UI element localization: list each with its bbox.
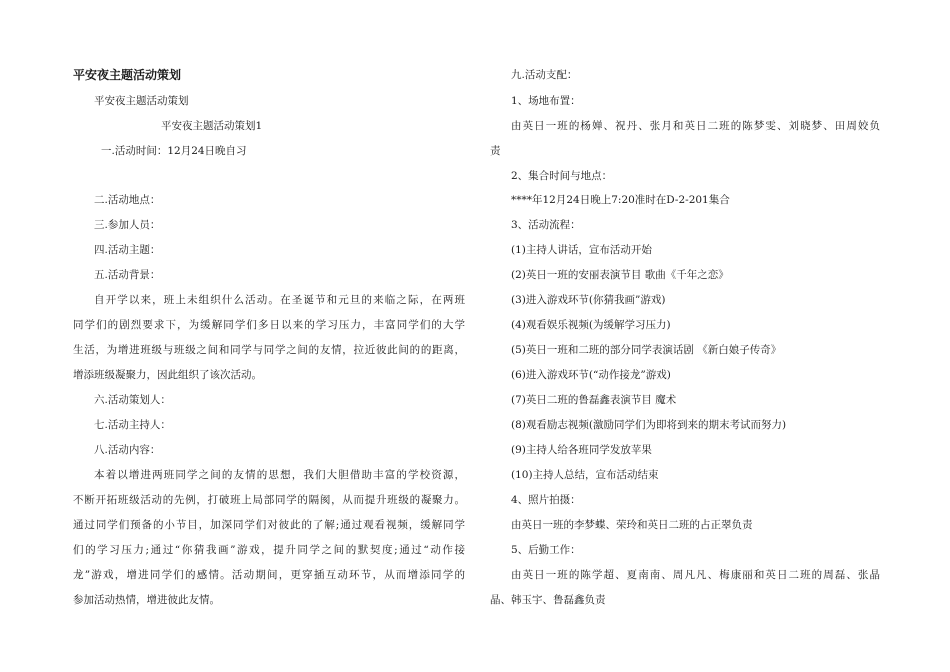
flow-item: (8)观看励志视频(激励同学们为即将到来的期末考试而努力) [511,419,787,431]
paragraph-line: 本着以增进两班同学之间的友情的思想，我们大胆借助丰富的学校资源， [94,469,465,481]
paragraph-line: 生活，为增进班级与班级之间和同学与同学之间的友情，拉近彼此间的的距离， [73,344,465,356]
flow-item: (1)主持人讲话，宣布活动开始 [511,244,652,256]
flow-item: (3)进入游戏环节(你猜我画”游戏) [511,294,666,306]
section-arrangement: 九.活动支配： [511,69,578,81]
gather-text: ****年12月24日晚上7:20准时在D-2-201集合 [511,194,730,206]
paragraph-line: 责 [490,145,501,157]
flow-item: (4)观看娱乐视频(为缓解学习压力) [511,319,671,331]
flow-item: (9)主持人给各班同学发放苹果 [511,444,652,456]
section-host: 七.活动主持人： [94,419,171,431]
venue-heading: 1、场地布置： [511,95,581,107]
document-title: 平安夜主题活动策划 [73,68,182,82]
gather-heading: 2、集合时间与地点： [511,170,613,182]
flow-item: (2)英日一班的安丽表演节目 歌曲《千年之恋》 [511,269,729,281]
paragraph-line: 龙”游戏，增进同学们的感情。活动期间，更穿插互动环节，从而增添同学的 [73,569,465,581]
flow-item: (7)英日二班的鲁磊鑫表演节目 魔术 [511,394,677,406]
subtitle: 平安夜主题活动策划 [94,95,189,107]
section-planner: 六.活动策划人： [94,394,171,406]
section-theme: 四.活动主题： [94,244,161,256]
paragraph-line: 不断开拓班级活动的先例，打破班上局部同学的隔阂，从而提升班级的凝聚力。 [73,494,465,506]
photo-heading: 4、照片拍摄： [511,494,581,506]
flow-item: (5)英日一班和二班的部分同学表演话剧 《新白娘子传奇》 [511,344,782,356]
paragraph-line: 同学们的剧烈要求下，为缓解同学们多日以来的学习压力，丰富同学们的大学 [73,319,465,331]
paragraph-line: 参加活动热情，增进彼此友情。 [73,594,220,606]
paragraph-line: 自开学以来，班上未组织什么活动。在圣诞节和元旦的来临之际，在两班 [94,294,465,306]
flow-item: (6)进入游戏环节(“动作接龙”游戏) [511,369,671,381]
section-time: 一.活动时间：12月24日晚自习 [101,145,247,157]
section-place: 二.活动地点： [94,194,161,206]
logistics-heading: 5、后勤工作： [511,544,581,556]
flow-item: (10)主持人总结，宣布活动结束 [511,469,659,481]
paragraph-line: 增添班级凝聚力，因此组织了该次活动。 [73,369,262,381]
section-content-heading: 八.活动内容： [94,444,161,456]
paragraph-line: 晶、韩玉宇、鲁磊鑫负责 [490,594,606,606]
section-background-heading: 五.活动背景： [94,269,161,281]
paragraph-line: 由英日一班的陈学超、夏南南、周凡凡、梅康丽和英日二班的周磊、张晶 [511,569,880,581]
section-participants: 三.参加人员： [94,219,161,231]
photo-text: 由英日一班的李梦蝶、荣玲和英日二班的占正翠负责 [511,519,753,531]
doc-heading: 平安夜主题活动策划1 [161,120,263,132]
flow-heading: 3、活动流程： [511,219,581,231]
paragraph-line: 由英日一班的杨婵、祝丹、张月和英日二班的陈梦雯、刘晓梦、田周姣负 [511,120,880,132]
paragraph-line: 们的学习压力;通过“你猜我画”游戏，提升同学之间的默契度;通过“动作接 [73,544,465,556]
paragraph-line: 通过同学们预备的小节目，加深同学们对彼此的了解;通过观看视频，缓解同学 [73,519,465,531]
